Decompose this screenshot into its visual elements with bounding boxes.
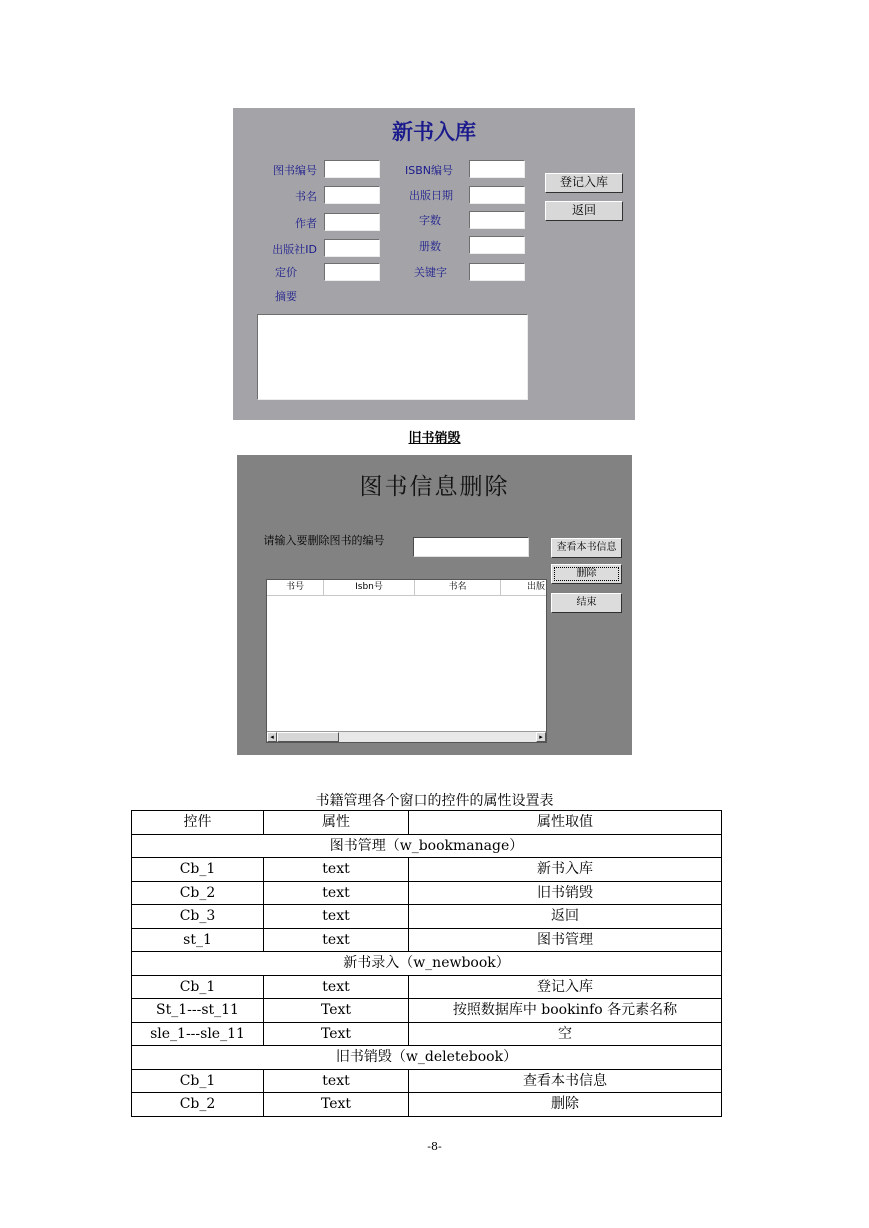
table-header-row [132,811,722,835]
price-field[interactable] [324,263,380,281]
keywords-label: 关键字 [414,266,447,279]
book-no-label: 图书编号 [273,164,317,177]
table-row [132,999,722,1023]
table-row [132,1069,722,1093]
control-cell: sle_1---sle_11 [132,1022,264,1046]
scroll-right-icon[interactable]: ▸ [536,732,546,742]
summary-label: 摘要 [275,290,297,303]
table-row [132,1093,722,1117]
keywords-field[interactable] [469,263,525,281]
value-cell: 登记入库 [409,975,722,999]
table-header-cell: 属性取值 [409,811,722,835]
section-cell: 图书管理（w_bookmanage） [132,834,722,858]
grid-col-header[interactable]: 书号 [267,580,324,595]
title-label: 书名 [295,190,317,203]
control-cell: st_1 [132,928,264,952]
grid-col-header[interactable]: 出版 [526,582,545,592]
section-cell: 新书录入（w_newbook） [132,952,722,976]
property-cell: Text [264,1093,409,1117]
horizontal-scrollbar[interactable] [267,731,546,742]
property-cell: Text [264,1022,409,1046]
table-row [132,881,722,905]
word-count-label: 字数 [419,214,441,227]
author-label: 作者 [295,217,317,230]
book-no-input[interactable] [413,537,529,557]
property-cell: text [264,1069,409,1093]
delete-title: 图书信息删除 [359,474,510,500]
scroll-thumb[interactable] [277,732,339,742]
register-button[interactable]: 登记入库 [545,173,623,193]
table-section-row [132,952,722,976]
table-row [132,1022,722,1046]
value-cell: 空 [409,1022,722,1046]
scroll-left-icon[interactable]: ◂ [267,732,277,742]
control-cell: Cb_1 [132,975,264,999]
table-row [132,975,722,999]
publisher-id-field[interactable] [324,239,380,257]
control-cell: St_1---st_11 [132,999,264,1023]
page-number: -8- [427,1140,442,1153]
isbn-label: ISBN编号 [404,164,453,177]
table-caption: 书籍管理各个窗口的控件的属性设置表 [315,793,554,809]
property-cell: text [264,858,409,882]
control-cell: Cb_2 [132,1093,264,1117]
control-cell: Cb_1 [132,1069,264,1093]
section-cell: 旧书销毁（w_deletebook） [132,1046,722,1070]
author-field[interactable] [324,213,380,231]
isbn-field[interactable] [469,160,525,178]
property-cell: text [264,928,409,952]
pub-date-field[interactable] [469,186,525,204]
value-cell: 旧书销毁 [409,881,722,905]
back-button[interactable]: 返回 [545,201,623,221]
book-datagrid[interactable] [266,579,547,743]
control-cell: Cb_2 [132,881,264,905]
finish-button[interactable]: 结束 [551,593,622,613]
property-cell: Text [264,999,409,1023]
view-info-button[interactable]: 查看本书信息 [551,538,622,558]
value-cell: 图书管理 [409,928,722,952]
newbook-window [233,108,635,420]
pub-date-label: 出版日期 [409,189,453,202]
delete-button[interactable]: 删除 [551,564,622,584]
price-label: 定价 [275,266,297,279]
table-section-row [132,1046,722,1070]
control-cell: Cb_1 [132,858,264,882]
word-count-field[interactable] [469,211,525,229]
table-row [132,905,722,929]
property-table [131,810,722,1117]
table-header-cell: 属性 [264,811,409,835]
table-row [132,928,722,952]
value-cell: 查看本书信息 [409,1069,722,1093]
delete-prompt: 请输入要删除图书的编号 [263,534,385,547]
control-cell: Cb_3 [132,905,264,929]
value-cell: 新书入库 [409,858,722,882]
value-cell: 返回 [409,905,722,929]
volumes-field[interactable] [469,236,525,254]
newbook-title: 新书入库 [392,120,476,144]
property-cell: text [264,905,409,929]
volumes-label: 册数 [419,240,441,253]
title-field[interactable] [324,186,380,204]
delete-window [237,455,632,755]
property-cell: text [264,881,409,905]
table-header-cell: 控件 [132,811,264,835]
publisher-id-label: 出版社ID [272,243,317,256]
book-no-field[interactable] [324,160,380,178]
value-cell: 按照数据库中 bookinfo 各元素名称 [409,999,722,1023]
table-section-row [132,834,722,858]
grid-col-header[interactable]: Isbn号 [324,580,415,595]
grid-col-header[interactable]: 书名 [415,580,501,595]
property-cell: text [264,975,409,999]
section-caption: 旧书销毁 [408,431,461,446]
grid-header [267,580,546,596]
summary-textarea[interactable] [257,314,528,400]
table-row [132,858,722,882]
value-cell: 删除 [409,1093,722,1117]
